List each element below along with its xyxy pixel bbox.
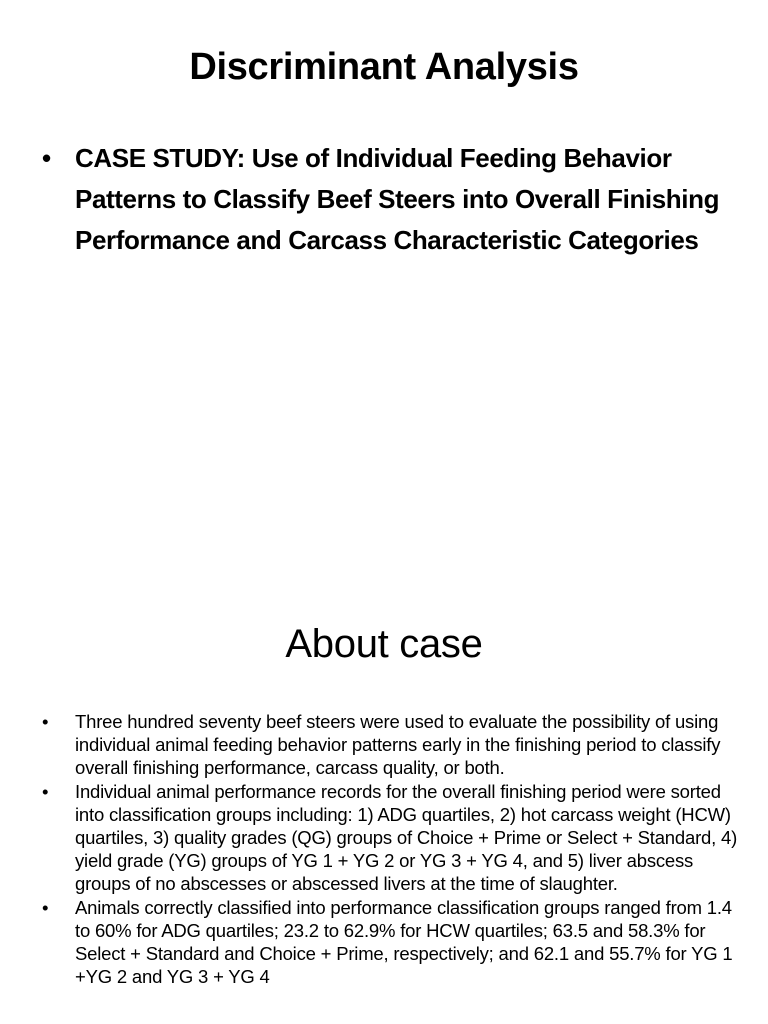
bullet-text: CASE STUDY: Use of Individual Feeding Behavior Patterns to Classify Beef Steers into Overall Finishing Performance and Carcass Characteristic Categories [75, 143, 720, 255]
bullet-text: Animals correctly classified into performance classification groups ranged from 1.4 to 60% for ADG quartiles; 23.2 to 62.9% for HCW quartiles; 63.5 and 58.3% for Select + Standard and Choice + Prime, respectively; and 62.1 and 55.7% for YG 1 +YG 2 and YG 3 + YG 4 [75, 897, 733, 987]
bullet-item-study-design [42, 711, 742, 779]
slide-title: About case [285, 622, 483, 666]
bullet-item-case-study [42, 138, 732, 261]
bullet-text: Three hundred seventy beef steers were used to evaluate the possibility of using individual animal feeding behavior patterns early in the finishing period to classify overall finishing performance, carcass quality, or both. [75, 711, 721, 778]
bullet-dot-icon: • [42, 143, 51, 173]
bullet-item-classification-groups [42, 781, 742, 895]
bullet-dot-icon: • [42, 711, 49, 732]
bullet-dot-icon: • [42, 781, 49, 803]
bullet-list [42, 711, 742, 991]
bullet-dot-icon: • [42, 897, 49, 919]
bullet-item-results [42, 897, 742, 988]
bullet-text: Individual animal performance records for the overall finishing period were sorted into classification groups including: 1) ADG quartiles, 2) hot carcass weight (HCW) quartiles, 3) quality grades (QG) groups of Choice + Prime or Select + Standard, 4) yield grade (YG) groups of YG 1 + YG 2 or YG 3 + YG 4, and 5) liver abscess groups of no abscesses or abscessed livers at the time of slaughter. [75, 781, 738, 894]
bullet-list [42, 138, 732, 261]
slide-title: Discriminant Analysis [189, 46, 579, 88]
slide-about-case [0, 576, 768, 1024]
